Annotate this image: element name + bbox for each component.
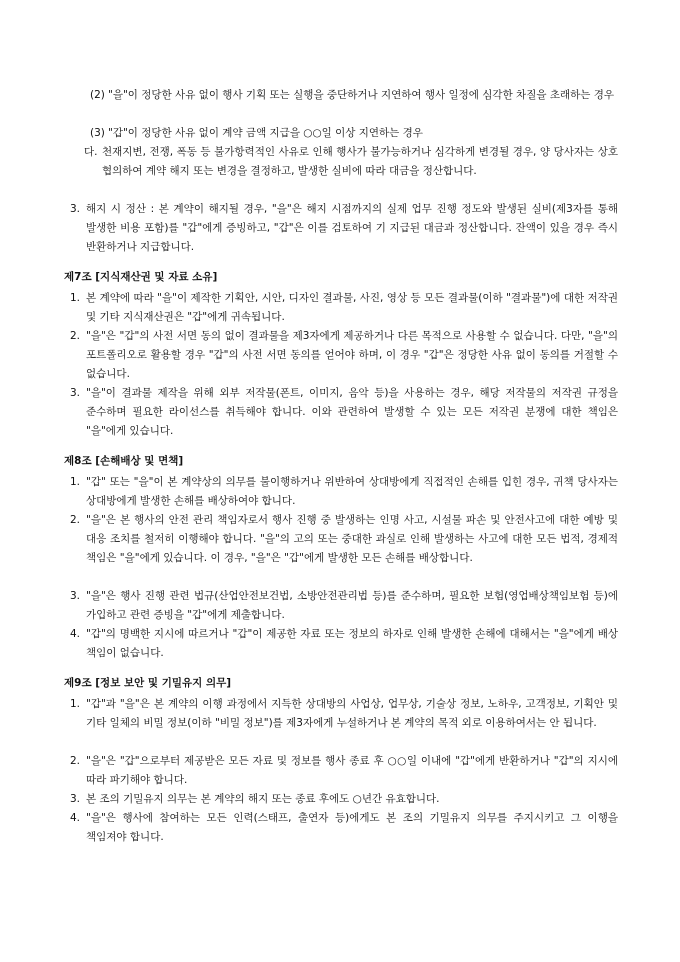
clause-marker: 4.	[70, 628, 81, 640]
clause-text: "을"은 본 행사의 안전 관리 책임자로서 행사 진행 중 발생하는 인명 사고, 시설물 파손 및 안전사고에 대한 예방 및 대응 조치를 철저히 이행해야 합니다. "을"의 고의 또는 중대한 과실로 인해 발생하는 사고에 대한 모든 법적, 경제적 책임은 "을"에게 있습니다. 이 경우, "을"은 "갑"에게 발생한 모든 손해를 배상합니다.	[86, 514, 618, 564]
clause-text: 본 조의 기밀유지 의무는 본 계약의 해지 또는 종료 후에도 ○년간 유효합니다.	[86, 793, 440, 805]
clause-marker: 1.	[70, 698, 81, 710]
clause-text: "갑"과 "을"은 본 계약의 이행 과정에서 지득한 상대방의 사업상, 업무상, 기술상 정보, 노하우, 고객정보, 기획안 및 기타 일체의 비밀 정보(이하 "비밀 정보")를 제3자에게 누설하거나 본 계약의 목적 외로 이용하여서는 안 됩니다.	[86, 698, 618, 729]
clause-text: 천재지변, 전쟁, 폭동 등 불가항력적인 사유로 인해 행사가 불가능하거나 심각하게 변경될 경우, 양 당사자는 상호 협의하여 계약 해지 또는 변경을 결정하고, 발생한 실비에 따라 대금을 정산합니다.	[102, 146, 618, 177]
clause-text: "을"이 결과물 제작을 위해 외부 저작물(폰트, 이미지, 음악 등)을 사용하는 경우, 해당 저작물의 저작권 규정을 준수하며 필요한 라이선스를 취득해야 합니다. 이와 관련하여 발생할 수 있는 모든 저작권 분쟁에 대한 책임은 "을"에게 있습니다.	[86, 387, 618, 437]
article-7-heading: 제7조 [지식재산권 및 자료 소유]	[64, 271, 218, 283]
clause-text: 본 계약에 따라 "을"이 제작한 기획안, 시안, 디자인 결과물, 사진, 영상 등 모든 결과물(이하 "결과물")에 대한 저작권 및 기타 지식재산권은 "갑"에게 귀속됩니다.	[86, 292, 618, 323]
clause-marker: 3.	[70, 203, 81, 215]
clause-text: "을"은 행사에 참여하는 모든 인력(스태프, 출연자 등)에게도 본 조의 기밀유지 의무를 주지시키고 그 이행을 책임져야 합니다.	[86, 812, 618, 843]
clause-marker: 1.	[70, 476, 81, 488]
article-9-heading: 제9조 [정보 보안 및 기밀유지 의무]	[64, 677, 232, 689]
clause-text: "을"은 행사 진행 관련 법규(산업안전보건법, 소방안전관리법 등)를 준수하며, 필요한 보험(영업배상책임보험 등)에 가입하고 관련 증빙을 "갑"에게 제출합니다.	[86, 590, 618, 621]
clause-marker: 3.	[70, 793, 81, 805]
clause-marker: 2.	[70, 330, 81, 342]
clause-text: "을"이 정당한 사유 없이 행사 기획 또는 실행을 중단하거나 지연하여 행사 일정에 심각한 차질을 초래하는 경우	[108, 89, 615, 101]
clause-marker: (3)	[90, 127, 105, 139]
clause-marker: (2)	[90, 89, 105, 101]
clause-text: "을"은 "갑"으로부터 제공받은 모든 자료 및 정보를 행사 종료 후 ○○일 이내에 "갑"에게 반환하거나 "갑"의 지시에 따라 파기해야 합니다.	[86, 755, 618, 786]
clause-text: "갑"의 명백한 지시에 따르거나 "갑"이 제공한 자료 또는 정보의 하자로 인해 발생한 손해에 대해서는 "을"에게 배상 책임이 없습니다.	[86, 628, 618, 659]
clause-marker: 3.	[70, 387, 81, 399]
clause-text: 해지 시 정산 : 본 계약이 해지될 경우, "을"은 해지 시점까지의 실제 업무 진행 정도와 발생된 실비(제3자를 통해 발생한 비용 포함)를 "갑"에게 증빙하고, "갑"은 이를 검토하여 기 지급된 대금과 정산합니다. 잔액이 있을 경우 즉시 반환하거나 지급합니다.	[86, 203, 618, 253]
clause-marker: 2.	[70, 755, 81, 767]
clause-text: "갑" 또는 "을"이 본 계약상의 의무를 불이행하거나 위반하여 상대방에게 직접적인 손해를 입힌 경우, 귀책 당사자는 상대방에게 발생한 손해를 배상하여야 합니다.	[86, 476, 618, 507]
clause-marker: 4.	[70, 812, 81, 824]
article-8-heading: 제8조 [손해배상 및 면책]	[64, 455, 184, 467]
clause-marker: 2.	[70, 514, 81, 526]
clause-marker: 다.	[84, 146, 98, 158]
clause-marker: 3.	[70, 590, 81, 602]
clause-text: "갑"이 정당한 사유 없이 계약 금액 지급을 ○○일 이상 지연하는 경우	[108, 127, 423, 139]
clause-text: "을"은 "갑"의 사전 서면 동의 없이 결과물을 제3자에게 제공하거나 다른 목적으로 사용할 수 없습니다. 다만, "을"의 포트폴리오로 활용할 경우 "갑"의 사전 서면 동의를 얻어야 하며, 이 경우 "갑"은 정당한 사유 없이 동의를 거절할 수 없습니다.	[86, 330, 618, 380]
clause-marker: 1.	[70, 292, 81, 304]
